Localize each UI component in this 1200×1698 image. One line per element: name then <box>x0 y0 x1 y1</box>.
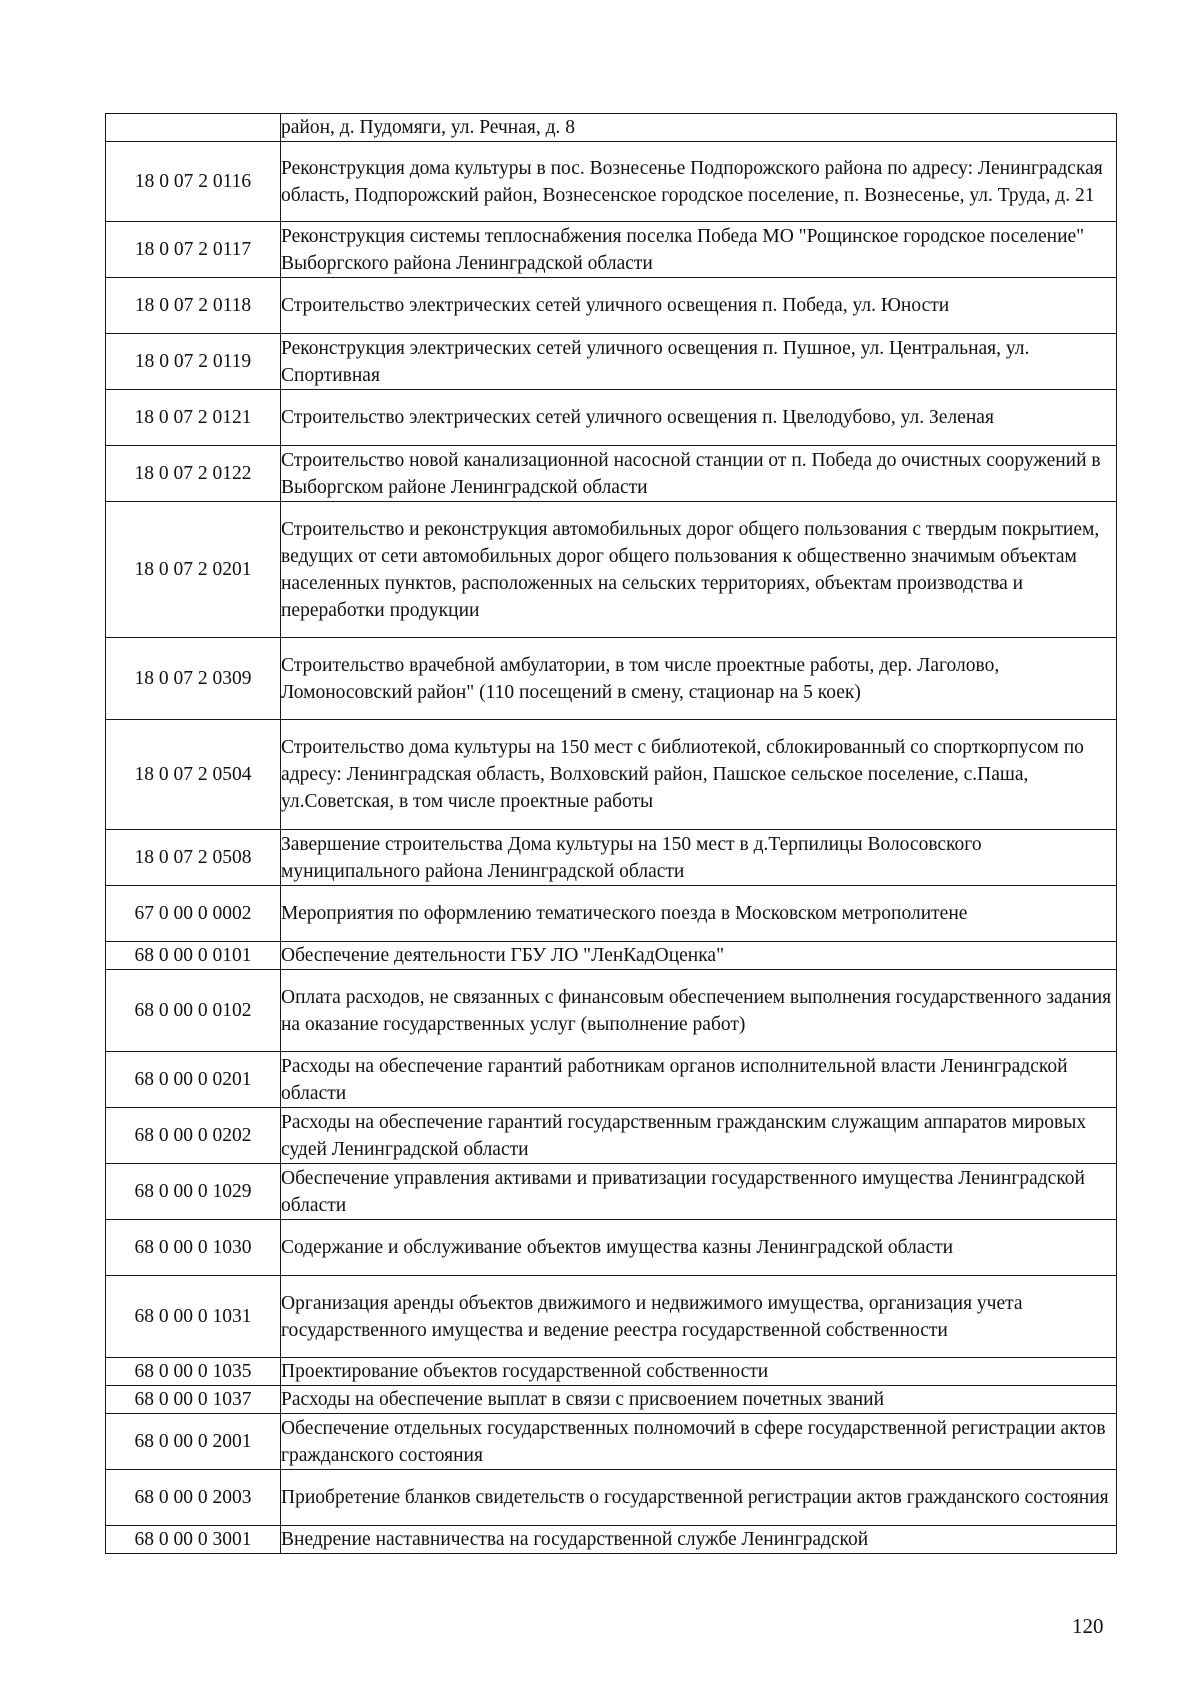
row-code: 18 0 07 2 0122 <box>106 446 281 502</box>
table-row <box>106 970 1117 1052</box>
table-row <box>106 114 1117 142</box>
table-row <box>106 638 1117 720</box>
row-description: Строительство и реконструкция автомобильных дорог общего пользования с твердым покрытием, ведущих от сети автомобильных дорог общего пользования к общественно значимым объектам населенных пунктов, расположенных на сельских территориях, объектам производства и переработки продукции <box>281 502 1117 638</box>
row-description: Обеспечение управления активами и приватизации государственного имущества Ленинградской области <box>281 1164 1117 1220</box>
row-description: Расходы на обеспечение гарантий работникам органов исполнительной власти Ленинградской области <box>281 1052 1117 1108</box>
row-code: 18 0 07 2 0309 <box>106 638 281 720</box>
row-code: 68 0 00 0 2003 <box>106 1470 281 1526</box>
row-code: 68 0 00 0 3001 <box>106 1526 281 1554</box>
table-row <box>106 1526 1117 1554</box>
row-code: 18 0 07 2 0116 <box>106 142 281 222</box>
table-row <box>106 446 1117 502</box>
table-row <box>106 1164 1117 1220</box>
row-description: Обеспечение деятельности ГБУ ЛО "ЛенКадОценка" <box>281 942 1117 970</box>
row-code: 18 0 07 2 0118 <box>106 278 281 334</box>
row-description: Реконструкция дома культуры в пос. Вознесенье Подпорожского района по адресу: Ленинградская область, Подпорожский район, Вознесенское городское поселение, п. Вознесенье, ул. Труда, д. 21 <box>281 142 1117 222</box>
row-code: 68 0 00 0 0202 <box>106 1108 281 1164</box>
row-description: Организация аренды объектов движимого и недвижимого имущества, организация учета государственного имущества и ведение реестра государственной собственности <box>281 1276 1117 1358</box>
row-description: Обеспечение отдельных государственных полномочий в сфере государственной регистрации актов гражданского состояния <box>281 1414 1117 1470</box>
row-code: 67 0 00 0 0002 <box>106 886 281 942</box>
row-description: Реконструкция системы теплоснабжения поселка Победа МО "Рощинское городское поселение" Выборгского района Ленинградской области <box>281 222 1117 278</box>
table-row <box>106 942 1117 970</box>
row-description: район, д. Пудомяги, ул. Речная, д. 8 <box>281 114 1117 142</box>
row-description: Строительство электрических сетей уличного освещения п. Победа, ул. Юности <box>281 278 1117 334</box>
row-description: Реконструкция электрических сетей уличного освещения п. Пушное, ул. Центральная, ул. Спортивная <box>281 334 1117 390</box>
table-body <box>106 114 1117 1554</box>
row-code: 18 0 07 2 0117 <box>106 222 281 278</box>
table-row <box>106 720 1117 830</box>
row-code: 68 0 00 0 0102 <box>106 970 281 1052</box>
table-row <box>106 278 1117 334</box>
table-row <box>106 1386 1117 1414</box>
row-code: 68 0 00 0 2001 <box>106 1414 281 1470</box>
table-row <box>106 1358 1117 1386</box>
row-code: 68 0 00 0 1037 <box>106 1386 281 1414</box>
row-description: Мероприятия по оформлению тематического поезда в Московском метрополитене <box>281 886 1117 942</box>
table-row <box>106 502 1117 638</box>
table-row <box>106 142 1117 222</box>
table-row <box>106 222 1117 278</box>
row-code: 68 0 00 0 0201 <box>106 1052 281 1108</box>
row-description: Оплата расходов, не связанных с финансовым обеспечением выполнения государственного задания на оказание государственных услуг (выполнение работ) <box>281 970 1117 1052</box>
table-row <box>106 334 1117 390</box>
row-code: 18 0 07 2 0201 <box>106 502 281 638</box>
row-description: Внедрение наставничества на государственной службе Ленинградской <box>281 1526 1117 1554</box>
row-code: 68 0 00 0 1030 <box>106 1220 281 1276</box>
row-description: Строительство новой канализационной насосной станции от п. Победа до очистных сооружений в Выборгском районе Ленинградской области <box>281 446 1117 502</box>
table-row <box>106 1276 1117 1358</box>
row-code: 18 0 07 2 0121 <box>106 390 281 446</box>
row-description: Строительство электрических сетей уличного освещения п. Цвелодубово, ул. Зеленая <box>281 390 1117 446</box>
row-description: Расходы на обеспечение выплат в связи с присвоением почетных званий <box>281 1386 1117 1414</box>
table-row <box>106 1052 1117 1108</box>
page-number: 120 <box>1072 1614 1104 1638</box>
row-code: 68 0 00 0 1029 <box>106 1164 281 1220</box>
row-code: 68 0 00 0 1035 <box>106 1358 281 1386</box>
table-row <box>106 1108 1117 1164</box>
row-description: Строительство дома культуры на 150 мест с библиотекой, сблокированный со спорткорпусом по адресу: Ленинградская область, Волховский район, Пашское сельское поселение, с.Паша, ул.Советская, в том числе проектные работы <box>281 720 1117 830</box>
table-row <box>106 1220 1117 1276</box>
row-code: 68 0 00 0 1031 <box>106 1276 281 1358</box>
row-code: 18 0 07 2 0504 <box>106 720 281 830</box>
row-code: 68 0 00 0 0101 <box>106 942 281 970</box>
row-code: 18 0 07 2 0119 <box>106 334 281 390</box>
row-description: Расходы на обеспечение гарантий государственным гражданским служащим аппаратов мировых судей Ленинградской области <box>281 1108 1117 1164</box>
row-description: Строительство врачебной амбулатории, в том числе проектные работы, дер. Лаголово, Ломоносовский район" (110 посещений в смену, стационар на 5 коек) <box>281 638 1117 720</box>
budget-codes-table <box>105 113 1117 1554</box>
row-description: Приобретение бланков свидетельств о государственной регистрации актов гражданского состояния <box>281 1470 1117 1526</box>
row-description: Содержание и обслуживание объектов имущества казны Ленинградской области <box>281 1220 1117 1276</box>
row-description: Завершение строительства Дома культуры на 150 мест в д.Терпилицы Волосовского муниципального района Ленинградской области <box>281 830 1117 886</box>
table-row <box>106 1414 1117 1470</box>
table-row <box>106 1470 1117 1526</box>
row-code: 18 0 07 2 0508 <box>106 830 281 886</box>
table-row <box>106 830 1117 886</box>
table-row <box>106 390 1117 446</box>
table-row <box>106 886 1117 942</box>
row-description: Проектирование объектов государственной собственности <box>281 1358 1117 1386</box>
row-code <box>106 114 281 142</box>
